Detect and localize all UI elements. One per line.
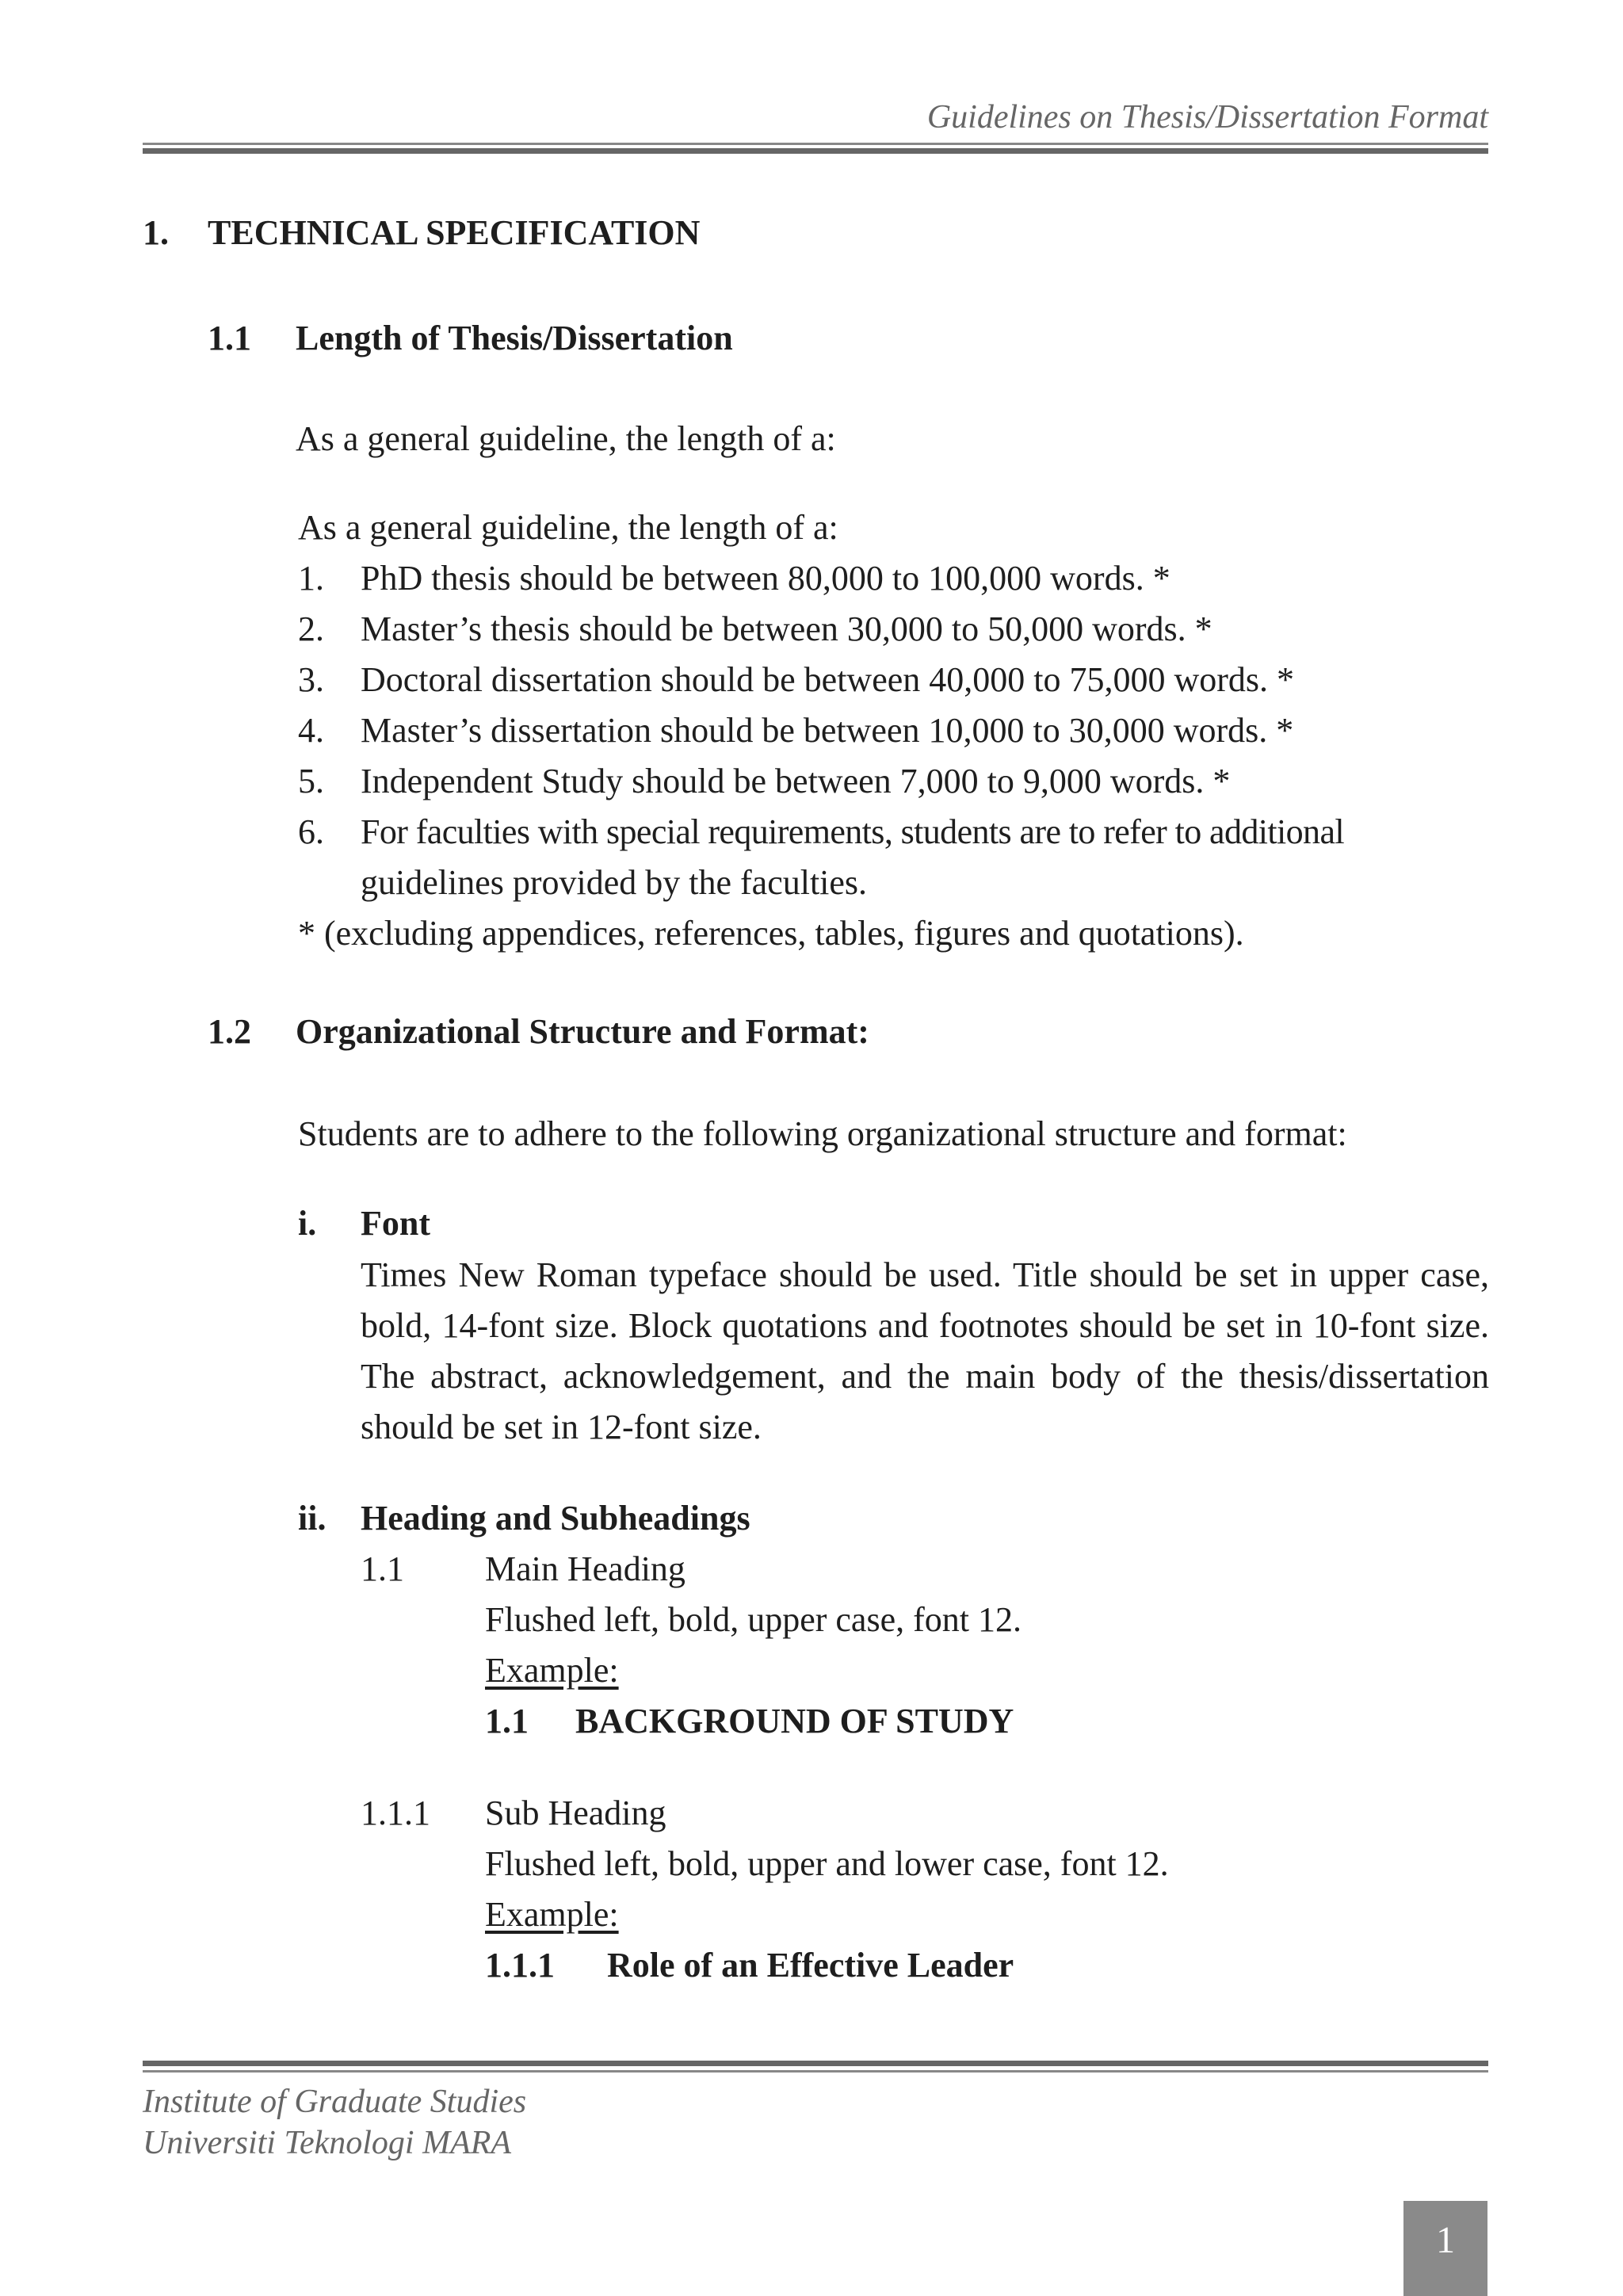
footer-rule-thick bbox=[143, 2061, 1488, 2066]
item-title: Heading and Subheadings bbox=[361, 1499, 750, 1538]
list-number: 6. bbox=[298, 812, 324, 851]
section-number: 1. bbox=[143, 213, 169, 252]
example-number: 1.1 bbox=[485, 1702, 529, 1740]
intro-text: Students are to adhere to the following organizational structure and format: bbox=[298, 1114, 1347, 1153]
page-number-box bbox=[1403, 2201, 1487, 2296]
list-number: 2. bbox=[298, 609, 324, 648]
intro-text-repeat: As a general guideline, the length of a: bbox=[298, 508, 838, 547]
section-title: TECHNICAL SPECIFICATION bbox=[208, 213, 701, 252]
footnote-note: * (excluding appendices, references, tables, figures and quotations). bbox=[298, 914, 1244, 953]
list-item: Doctoral dissertation should be between 40,000 to 75,000 words. * bbox=[361, 660, 1295, 699]
heading-level-description: Flushed left, bold, upper and lower case, font 12. bbox=[485, 1844, 1169, 1883]
footer-institute: Institute of Graduate Studies bbox=[143, 2084, 527, 2120]
list-number: 5. bbox=[298, 762, 324, 800]
header-rule-thin bbox=[143, 143, 1488, 145]
heading-level-description: Flushed left, bold, upper case, font 12. bbox=[485, 1600, 1022, 1639]
subsection-title: Organizational Structure and Format: bbox=[296, 1012, 869, 1051]
page-number: 1 bbox=[1436, 2219, 1455, 2261]
heading-level-label: Sub Heading bbox=[485, 1794, 666, 1832]
font-paragraph: Times New Roman typeface should be used. Title should be set in upper case, bold, 14-font size. Block quotations and footnotes should be set in 10-font size. The abstract, acknowledgement, and the main body of the thesis/dissertation should be set in 12-font size. bbox=[361, 1255, 1489, 1446]
list-item: For faculties with special requirements, students are to refer to additional bbox=[361, 812, 1344, 851]
list-item: Master’s thesis should be between 30,000 to 50,000 words. * bbox=[361, 609, 1212, 648]
footer-rule-thin bbox=[143, 2070, 1488, 2073]
header-rule-thick bbox=[143, 148, 1488, 154]
list-item-continued: guidelines provided by the faculties. bbox=[361, 863, 868, 902]
heading-level-number: 1.1 bbox=[361, 1549, 404, 1588]
footer-university: Universiti Teknologi MARA bbox=[143, 2125, 512, 2161]
list-item: Master’s dissertation should be between 10,000 to 30,000 words. * bbox=[361, 711, 1294, 750]
example-number: 1.1.1 bbox=[485, 1946, 555, 1985]
list-number: 4. bbox=[298, 711, 324, 750]
item-numeral: ii. bbox=[298, 1499, 327, 1538]
list-item: PhD thesis should be between 80,000 to 100,000 words. * bbox=[361, 559, 1170, 598]
subsection-title: Length of Thesis/Dissertation bbox=[296, 319, 733, 357]
subsection-number: 1.1 bbox=[208, 319, 251, 357]
example-heading: Role of an Effective Leader bbox=[607, 1946, 1014, 1985]
subsection-number: 1.2 bbox=[208, 1012, 251, 1051]
example-heading: BACKGROUND OF STUDY bbox=[575, 1702, 1014, 1740]
example-label: Example: bbox=[485, 1651, 619, 1690]
heading-level-label: Main Heading bbox=[485, 1549, 685, 1588]
example-label: Example: bbox=[485, 1895, 619, 1934]
list-number: 1. bbox=[298, 559, 324, 598]
item-title: Font bbox=[361, 1204, 430, 1243]
heading-level-number: 1.1.1 bbox=[361, 1794, 430, 1832]
item-numeral: i. bbox=[298, 1204, 317, 1243]
intro-text: As a general guideline, the length of a: bbox=[296, 419, 836, 458]
list-item: Independent Study should be between 7,000 to 9,000 words. * bbox=[361, 762, 1231, 800]
running-header: Guidelines on Thesis/Dissertation Format bbox=[926, 99, 1488, 136]
list-number: 3. bbox=[298, 660, 324, 699]
